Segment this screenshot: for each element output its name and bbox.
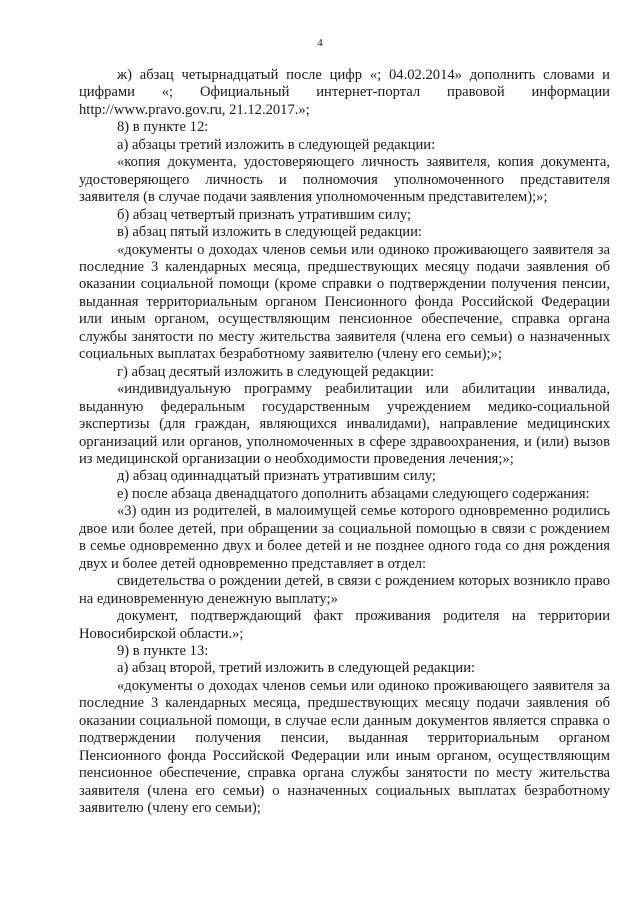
paragraph-subitem-a: а) абзацы третий изложить в следующей редакции: — [117, 136, 436, 153]
paragraph-amendment-zh: ж) абзац четырнадцатый после цифр «; 04.02.2014» дополнить словами и цифрами «; Официальный интернет-портал правовой информации http://www.pravo.gov.ru, 21.12.2017.»; — [79, 67, 610, 118]
paragraph-point-9-heading: 9) в пункте 13: — [117, 642, 209, 659]
page-number: 4 — [317, 37, 323, 49]
paragraph-point-8-heading: 8) в пункте 12: — [117, 119, 209, 136]
paragraph-subitem-d: д) абзац одиннадцатый признать утратившим силу; — [117, 468, 436, 485]
paragraph-quote-identity-documents: «копия документа, удостоверяющего личность заявителя, копия документа, удостоверяющего личность и полномочия уполномоченного представителя заявителя (в случае подачи заявления уполномоченным представителем);»; — [79, 154, 610, 206]
paragraph-subitem-e: е) после абзаца двенадцатого дополнить абзацами следующего содержания: — [117, 485, 590, 502]
paragraph-quote-rehabilitation-program: «индивидуальную программу реабилитации или абилитации инвалида, выданную федеральным государственным учреждением медико-социальной экспертизы (для граждан, являющихся инвалидами), направление медицинских организаций или органов, уполномоченных в сфере здравоохранения, и (или) вызов из медицинской организации о необходимости проведения лечения;»; — [79, 381, 610, 467]
paragraph-subitem-g: г) абзац десятый изложить в следующей редакции: — [117, 363, 435, 380]
paragraph-quote-income-documents: «документы о доходах членов семьи или одиноко проживающего заявителя за последние 3 календарных месяца, предшествующих месяцу подачи заявления об оказании социальной помощи (кроме справки о подтверждении получения пенсии, выданная территориальным органом Пенсионного фонда Российской Федерации или иным органом, осуществляющим пенсионное обеспечение, справка органа службы занятости по месту жительства заявителя (члена его семьи) о назначенных социальных выплатах безработному заявителю (члену его семьи);»; — [79, 241, 610, 363]
paragraph-residence-document: документ, подтверждающий факт проживания родителя на территории Новосибирской области.»; — [79, 608, 610, 642]
paragraph-subitem-v: в) абзац пятый изложить в следующей редакции: — [117, 224, 422, 241]
paragraph-subitem-a-point-9: а) абзац второй, третий изложить в следующей редакции: — [117, 660, 476, 677]
paragraph-birth-certificates: свидетельства о рождении детей, в связи с рождением которых возникло право на единовременную денежную выплату;» — [79, 573, 610, 607]
document-body — [79, 67, 610, 817]
paragraph-quote-income-documents-2: «документы о доходах членов семьи или одиноко проживающего заявителя за последние 3 календарных месяца, предшествующих месяцу подачи заявления об оказании социальной помощи, в случае если данным документов является справка о подтверждении получения пенсии, выданная территориальным органом Пенсионного фонда Российской Федерации или иным органом, осуществляющим пенсионное обеспечение, справка органа службы занятости по месту жительства заявителя (члена его семьи) о назначенных социальных выплатах безработному заявителю (члену его семьи); — [79, 677, 610, 817]
paragraph-subitem-b: б) абзац четвертый признать утратившим силу; — [117, 206, 412, 223]
paragraph-quote-multiple-births: «3) один из родителей, в малоимущей семье которого одновременно родились двое или более детей, при обращении за социальной помощью в связи с рождением в семье одновременно двух и более детей и не позднее одного года со дня рождения двух и более детей одновременно представляет в отдел: — [79, 503, 610, 572]
